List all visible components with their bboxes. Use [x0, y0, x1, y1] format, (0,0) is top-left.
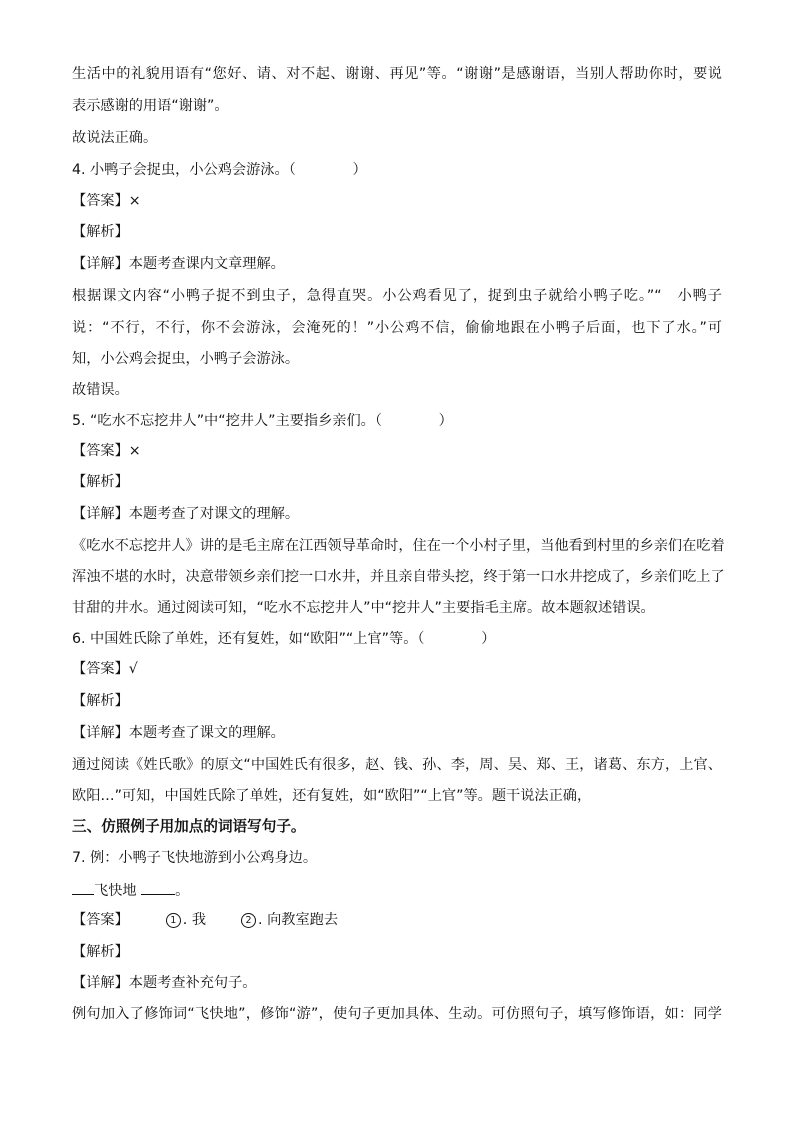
analysis-label: 【解析】 [72, 224, 129, 240]
paragraph-line: 知，小公鸡会捉虫，小鸭子会游泳。 [72, 351, 300, 367]
paragraph-line: 浑浊不堪的水时，决意带领乡亲们挖一口水井，并且亲自带头挖，终于第一口水井挖成了，乡亲们吃上了 [72, 569, 725, 585]
answer-6: 【答案】√ [72, 661, 138, 677]
question-4: 4. 小鸭子会捉虫，小公鸡会游泳。（ ） [72, 162, 367, 178]
circled-number-icon: 2 [241, 913, 256, 928]
blank-1 [72, 879, 94, 895]
paragraph-line: 例句加入了修饰词“飞快地”，修饰“游”，使句子更加具体、生动。可仿照句子，填写修饰语，如：同学 [72, 1006, 722, 1022]
question-6: 6. 中国姓氏除了单姓，还有复姓，如“欧阳”“上官”等。（ ） [72, 631, 496, 647]
paragraph-line: 说：“不行，不行，你不会游泳，会淹死的！”小公鸡不信，偷偷地跟在小鸭子后面，也下了水。”可 [72, 320, 722, 336]
answer-label: 【答案】 [72, 912, 129, 928]
paragraph-line: 表示感谢的用语“谢谢”。 [72, 98, 229, 114]
paragraph-line: 生活中的礼貌用语有“您好、请、对不起、谢谢、再见”等。“谢谢”是感谢语，当别人帮助你时，要说 [72, 66, 722, 82]
detail-6: 【详解】本题考查了课文的理解。 [72, 725, 285, 741]
answer-4: 【答案】× [72, 193, 141, 209]
paragraph-line: 故说法正确。 [72, 130, 158, 146]
answer-item: . 向教室跑去 [258, 912, 339, 928]
fill-text: 飞快地 [94, 883, 137, 899]
analysis-label: 【解析】 [72, 474, 129, 490]
paragraph-line: 通过阅读《姓氏歌》的原文“中国姓氏有很多，赵、钱、孙、李，周、吴、郑、王，诸葛、东方，上官、 [72, 757, 722, 773]
detail-7: 【详解】本题考查补充句子。 [72, 975, 257, 991]
answer-7 [72, 910, 722, 930]
paragraph-line: 故错误。 [72, 382, 129, 398]
answer-5: 【答案】× [72, 443, 141, 459]
paragraph-line: 甘甜的井水。通过阅读可知，“吃水不忘挖井人”中“挖井人”主要指毛主席。故本题叙述错误。 [72, 600, 655, 616]
analysis-label: 【解析】 [72, 944, 129, 960]
question-5: 5. “吃水不忘挖井人”中“挖井人”主要指乡亲们。（ ） [72, 413, 453, 429]
paragraph-line: 欧阳…”可知，中国姓氏除了单姓，还有复姓，如“欧阳”“上官”等。题干说法正确， [72, 788, 592, 804]
answer-item: . 我 [182, 912, 207, 928]
paragraph-line: 根据课文内容“小鸭子捉不到虫子，急得直哭。小公鸡看见了，捉到虫子就给小鸭子吃。”“ 小鸭子 [72, 288, 722, 304]
blank-2 [141, 879, 175, 895]
analysis-label: 【解析】 [72, 693, 129, 709]
circled-number-icon: 1 [166, 913, 181, 928]
detail-4: 【详解】本题考查课内文章理解。 [72, 256, 285, 272]
fill-blank-line [72, 879, 722, 901]
fill-text: 。 [175, 883, 190, 899]
detail-5: 【详解】本题考查了对课文的理解。 [72, 506, 300, 522]
question-7: 7. 例：小鸭子飞快地游到小公鸡身边。 [72, 850, 318, 866]
section-heading: 三、仿照例子用加点的词语写句子。 [72, 818, 306, 835]
paragraph-line: 《吃水不忘挖井人》讲的是毛主席在江西领导革命时，住在一个小村子里，当他看到村里的乡亲们在吃着 [72, 538, 725, 554]
